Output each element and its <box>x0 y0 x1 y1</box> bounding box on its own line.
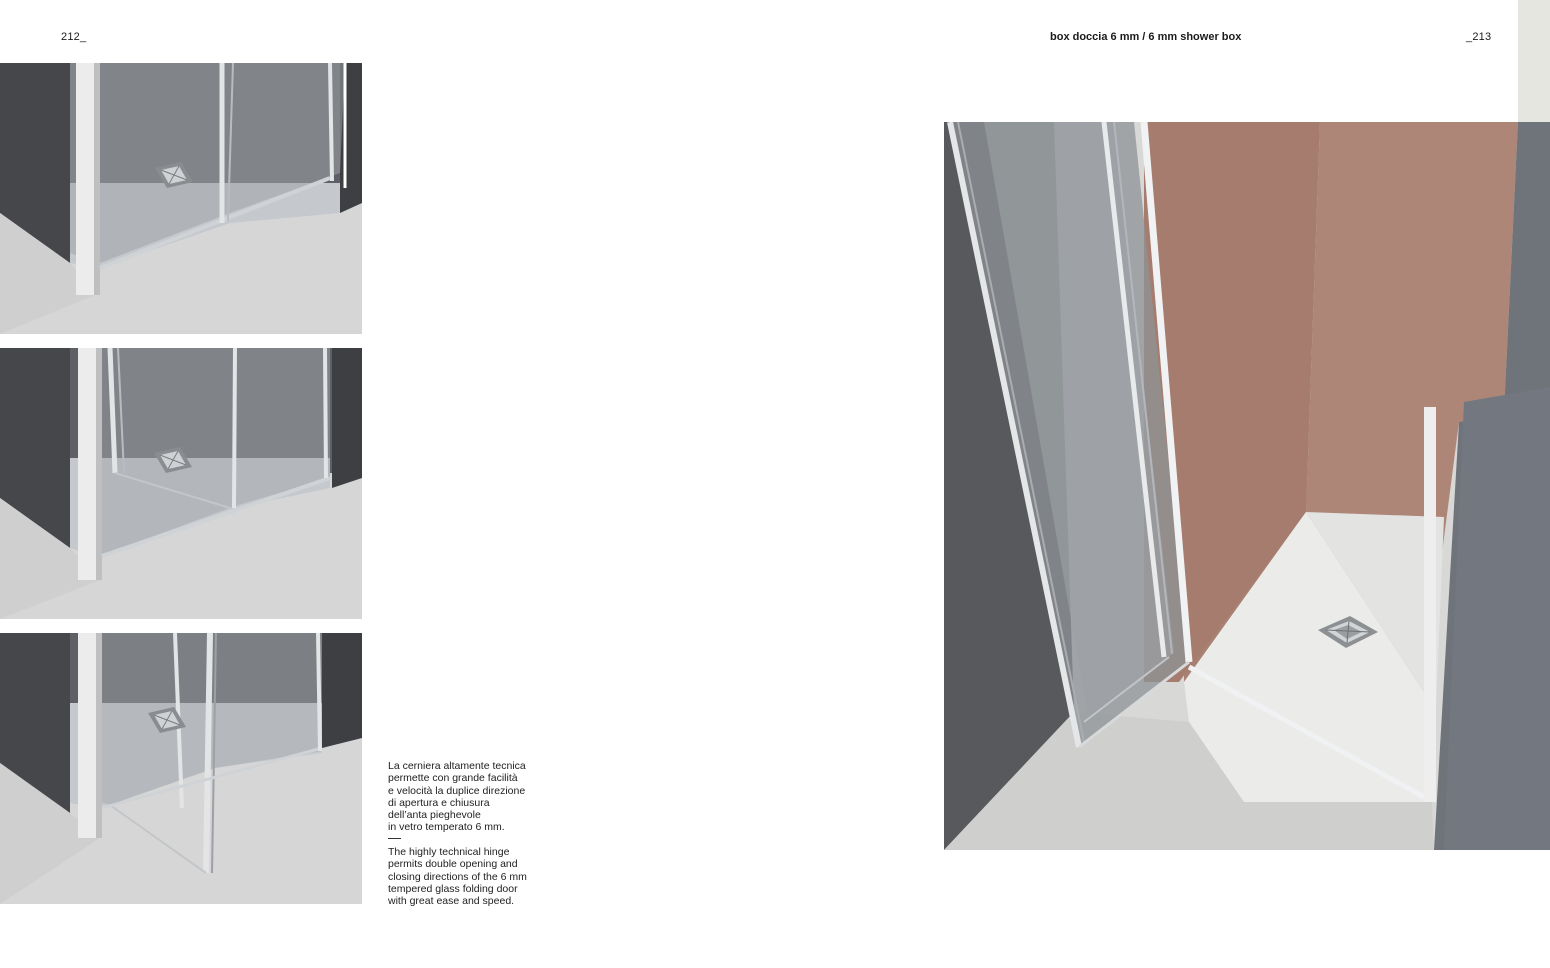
running-title: box doccia 6 mm / 6 mm shower box <box>1050 31 1242 43</box>
caption-line: with great ease and speed. <box>388 895 515 908</box>
page-number-right: _213 <box>1466 31 1492 43</box>
caption-line: The highly technical hinge <box>388 846 510 858</box>
photo-door-half-open <box>0 348 362 619</box>
caption-divider <box>388 838 401 839</box>
caption-line: dell’anta pieghevole <box>388 809 481 822</box>
caption-line: in vetro temperato 6 mm. <box>388 821 505 834</box>
photo-door-folded <box>0 633 362 904</box>
caption-line: La cerniera altamente tecnica <box>388 760 526 772</box>
photo-door-closed <box>0 63 362 334</box>
caption-line: di apertura e chiusura <box>388 796 490 809</box>
caption-line: permette con grande facilità <box>388 772 518 785</box>
page-number-left: 212_ <box>61 31 87 43</box>
photo-shower-box-main <box>944 122 1550 850</box>
caption-line: closing directions of the 6 mm <box>388 870 527 883</box>
caption-english <box>388 846 527 907</box>
caption-line: tempered glass folding door <box>388 882 518 895</box>
caption-line: e velocità la duplice direzione <box>388 784 526 797</box>
caption-line: permits double opening and <box>388 858 518 871</box>
caption-italian <box>388 760 526 834</box>
